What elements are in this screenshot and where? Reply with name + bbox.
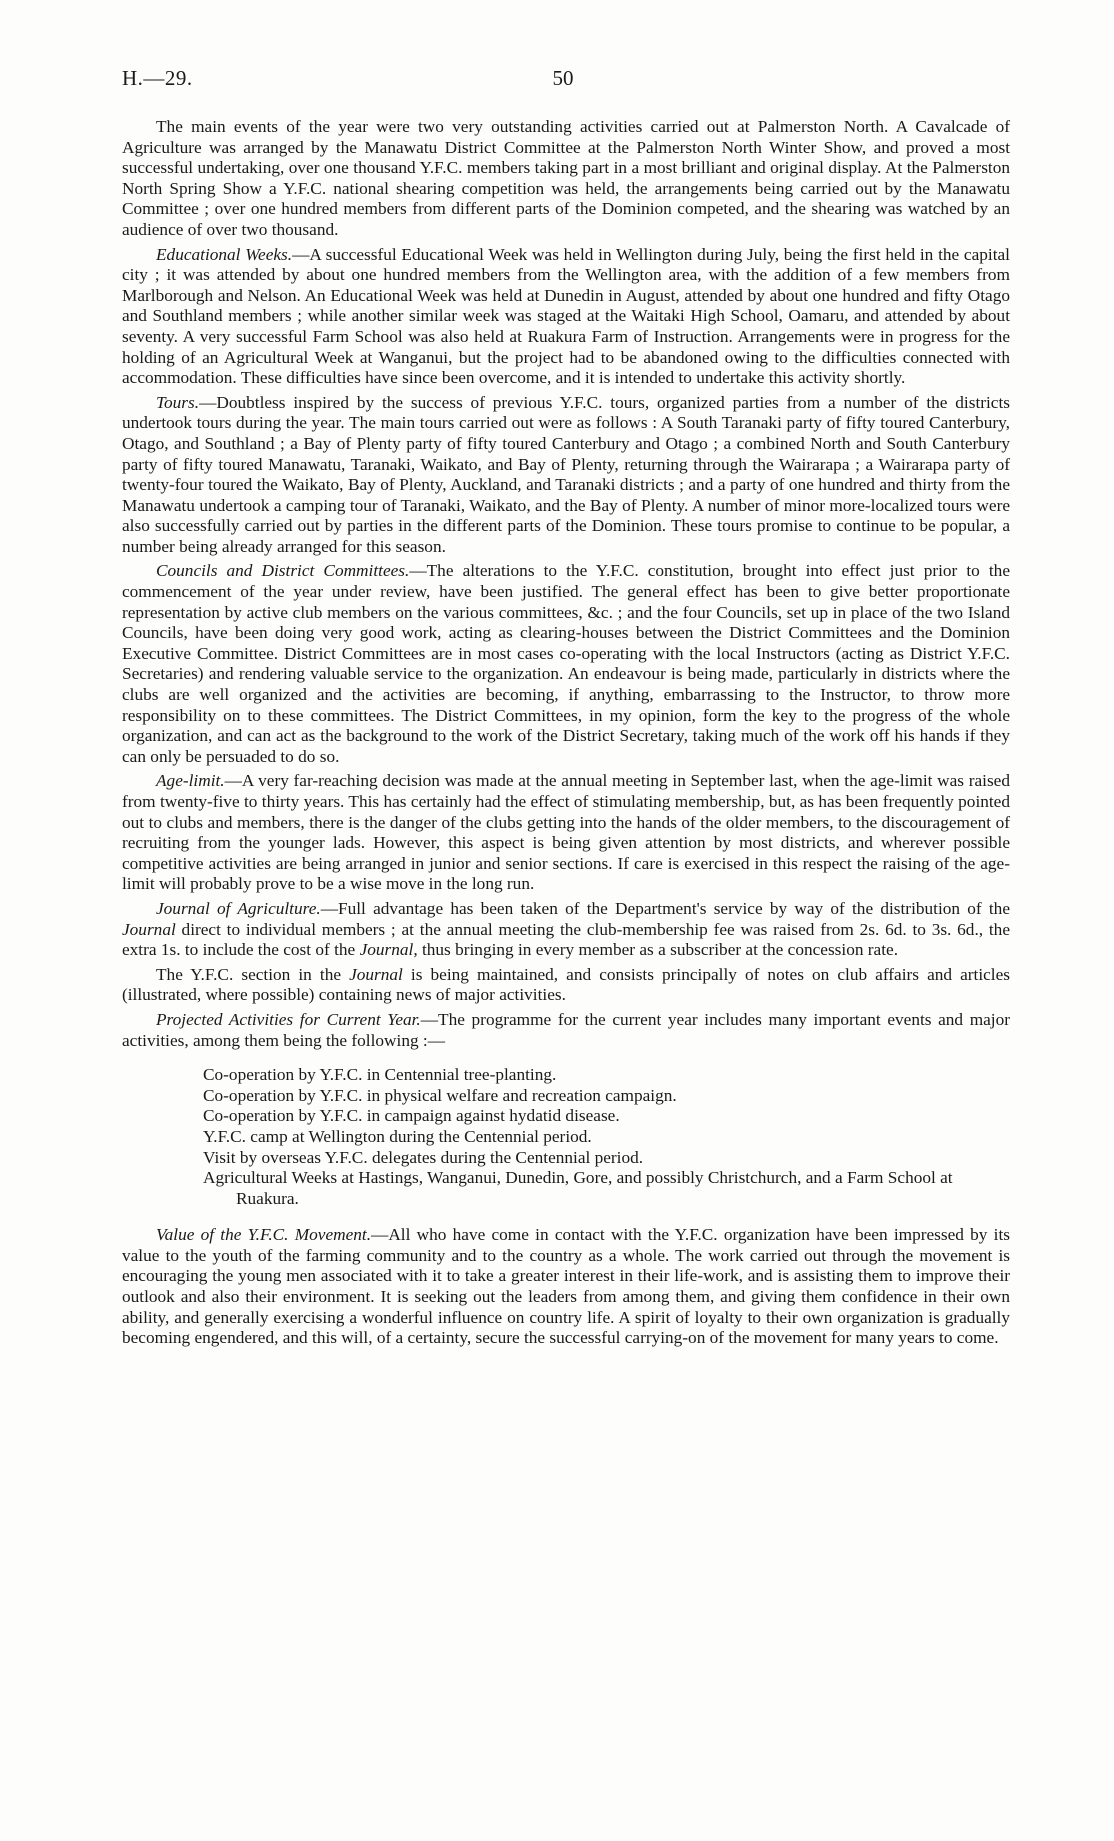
paragraph-title: Councils and District Committees. [156,561,410,581]
paragraph-age-limit [122,771,1010,895]
page-header [122,66,1004,92]
paragraph-councils [122,561,1010,767]
paragraph-text: direct to individual members ; at the annual meeting the club-membership fee was raised from 2s. 6d. to 3s. 6d., the extra 1s. to include the cost of the [122,919,1010,960]
activities-list [203,1065,1010,1209]
paragraph-title: Value of the Y.F.C. Movement. [156,1225,372,1245]
paragraph-text: —A successful Educational Week was held in Wellington during July, being the first held in the capital city ; it was attended by about one hundred members from the Wellington area, with the addition of a few members from Marlborough and Nelson. An Educational Week was held at Dunedin in August, attended by about one hundred and fifty Otago and Southland members ; while another similar week was staged at the Waitaki High School, Oamaru, and attended by about seventy. A very successful Farm School was also held at Ruakura Farm of Instruction. Arrangements were in progress for the holding of an Agricultural Week at Wanganui, but the project had to be abandoned owing to the difficulties connected with accommodation. These difficulties have since been overcome, and it is intended to undertake this activity shortly. [122,244,1010,388]
page-number: 50 [552,66,574,90]
paragraph-projected-activities [122,1010,1010,1051]
paragraph-title: Age-limit. [156,771,225,791]
paragraph-text: —The alterations to the Y.F.C. constitution, brought into effect just prior to the commencement of the year under review, have been justified. The general effect has been to give better proportionate representation by active club members on the various committees, &c. ; and the four Councils, set up in place of the two Island Councils, have been doing very good work, acting as clearing-houses between the District Committees and the Dominion Executive Committee. District Committees are in most cases co-operating with the local Instructors (acting as District Y.F.C. Secretaries) and rendering valuable service to the organization. An endeavour is being made, particularly in districts where the clubs are well organized and the activities are becoming, if anything, embarrassing to the Instructor, to throw more responsibility on to these committees. The District Committees, in my opinion, form the key to the progress of the whole organization, and can act as the background to the work of the District Secretary, taking much of the work off his hands if they can only be persuaded to do so. [122,561,1010,766]
document-body [122,117,1010,1353]
paragraph-text: —The programme for the current year includes many important events and major activities, among them being the following :— [122,1009,1011,1050]
paragraph-title: Projected Activities for Current Year. [156,1009,421,1029]
list-item: Y.F.C. camp at Wellington during the Centennial period. [203,1126,592,1146]
paragraph-title: Tours. [156,392,200,412]
paragraph-value-of-movement [122,1225,1010,1349]
list-item: Co-operation by Y.F.C. in campaign against hydatid disease. [203,1106,620,1126]
paragraph-title: Journal of Agriculture. [156,898,321,918]
paragraph-text: —Full advantage has been taken of the Department's service by way of the distribution of the [320,898,1010,918]
paragraph-educational-weeks [122,245,1010,389]
list-item: Visit by overseas Y.F.C. delegates during the Centennial period. [203,1147,644,1167]
journal-name: Journal [349,964,403,984]
paragraph-main-events [122,117,1010,241]
list-item: Co-operation by Y.F.C. in physical welfare and recreation campaign. [203,1085,677,1105]
paragraph-journal-of-agriculture [122,899,1010,961]
paragraph-text: The Y.F.C. section in the [156,964,350,984]
paragraph-text: —All who have come in contact with the Y.F.C. organization have been impressed by its value to the youth of the farming community and to the country as a whole. The work carried out through the movement is encouraging the young men associated with it to take a greater interest in their life-work, and is assisting them to improve their outlook and also their environment. It is seeking out the leaders from among them, and giving them confidence in their own ability, and generally exercising a wonderful influence on country life. A spirit of loyalty to their own organization is gradually becoming engendered, and this will, of a certainty, secure the successful carrying-on of the movement for many years to come. [122,1225,1010,1348]
paragraph-title: Educational Weeks. [156,244,293,264]
list-item: Co-operation by Y.F.C. in Centennial tree-planting. [203,1065,557,1085]
paragraph-text: —Doubtless inspired by the success of previous Y.F.C. tours, organized parties from a number of the districts undertook tours during the year. The main tours carried out were as follows : A South Taranaki party of fifty toured Canterbury, Otago, and Southland ; a Bay of Plenty party of fifty toured Canterbury and Otago ; a combined North and South Canterbury party of fifty toured Manawatu, Taranaki, Waikato, and Bay of Plenty, returning through the Wairarapa ; a Wairarapa party of twenty-four toured the Waikato, Bay of Plenty, Auckland, and Taranaki districts ; and a party of one hundred and thirty from the Manawatu undertook a camping tour of Taranaki, Waikato, and the Bay of Plenty. A number of minor more-localized tours were also successfully carried out by parties in the different parts of the Dominion. These tours promise to continue to be popular, a number being already arranged for this season. [122,392,1010,556]
journal-name: Journal [122,919,176,939]
paragraph-text: The main events of the year were two very outstanding activities carried out at Palmerston North. A Cavalcade of Agriculture was arranged by the Manawatu District Committee at the Palmerston North Winter Show, and proved a most successful undertaking, over one thousand Y.F.C. members taking part in a most brilliant and original display. At the Palmerston North Spring Show a Y.F.C. national shearing competition was held, the arrangements being carried out by the Manawatu Committee ; over one hundred members from different parts of the Dominion competed, and the shearing was watched by an audience of over two thousand. [122,117,1010,239]
journal-name: Journal, [359,940,418,960]
paragraph-text: —A very far-reaching decision was made at the annual meeting in September last, when the age-limit was raised from twenty-five to thirty years. This has certainly had the effect of stimulating membership, but, as has been frequently pointed out to clubs and members, there is the danger of the clubs getting into the hands of the older members, to the discouragement of recruiting from the younger lads. However, this aspect is being given attention by most districts, and wherever possible competitive activities are being arranged in junior and senior sections. If care is exercised in this respect the raising of the age-limit will probably prove to be a wise move in the long run. [122,771,1010,894]
paragraph-text: is being maintained, and consists principally of notes on club affairs and articles (illustrated, where possible) containing news of major activities. [122,964,1010,1005]
paragraph-text: thus bringing in every member as a subscriber at the concession rate. [417,940,899,960]
paragraph-tours [122,393,1010,558]
list-item: Agricultural Weeks at Hastings, Wanganui, Dunedin, Gore, and possibly Christchurch, and a Farm School at Ruakura. [203,1168,953,1208]
document-reference: H.—29. [122,66,193,90]
paragraph-yfc-section [122,965,1010,1006]
